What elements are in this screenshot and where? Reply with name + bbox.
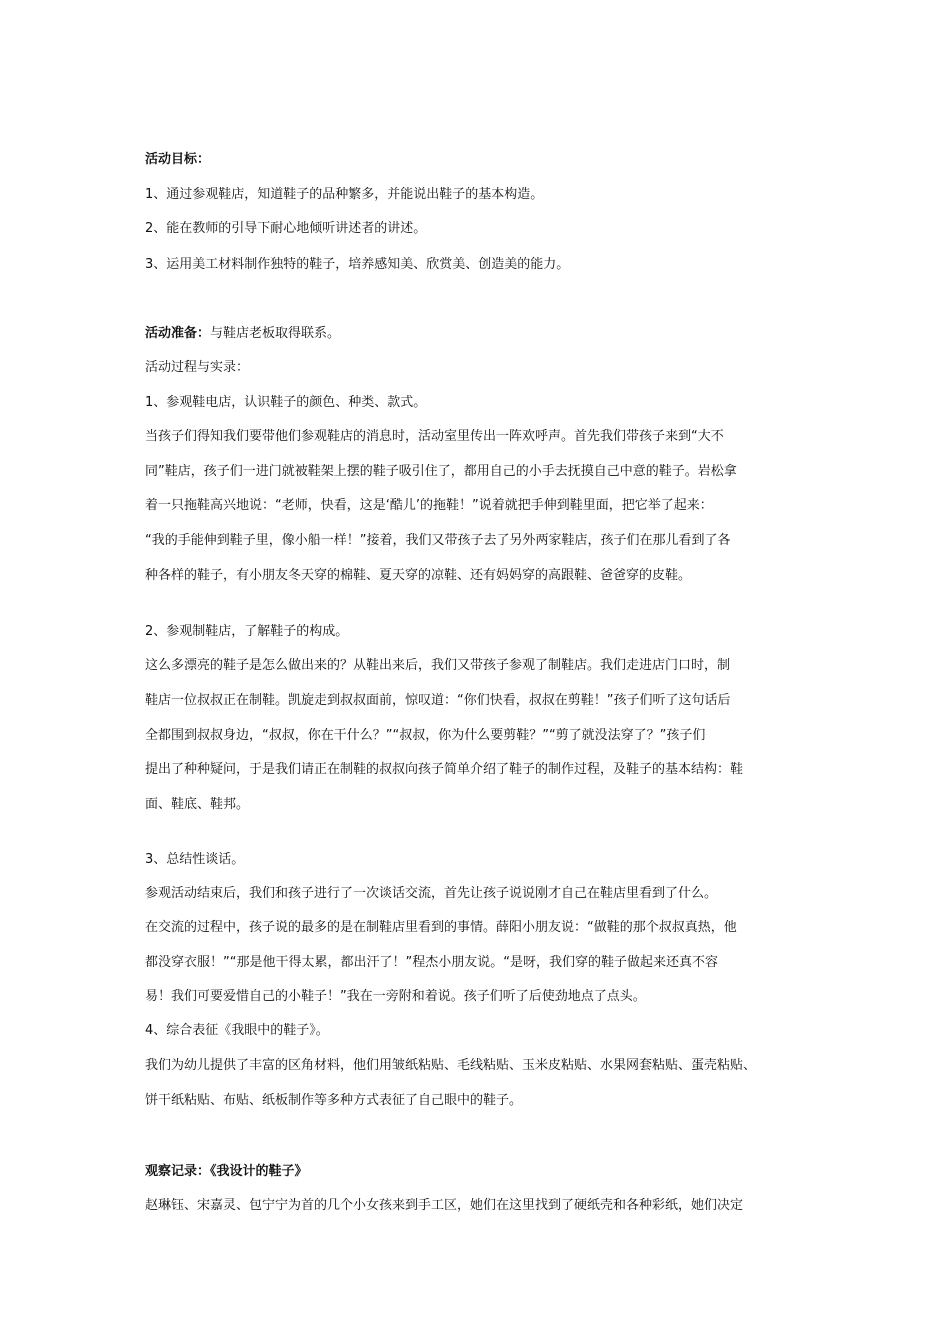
paragraph-line: 在交流的过程中，孩子说的最多的是在制鞋店里看到的事情。薛阳小朋友说：“做鞋的那个叔叔真热，他 [145, 920, 737, 935]
paragraph-line: 易！我们可要爱惜自己的小鞋子！”我在一旁附和着说。孩子们听了后使劲地点了点头。 [145, 989, 646, 1004]
paragraph-line: 参观活动结束后，我们和孩子进行了一次谈话交流，首先让孩子说说刚才自己在鞋店里看到了什么。 [145, 886, 718, 901]
paragraph-line: 面、鞋底、鞋邦。 [145, 797, 250, 812]
paragraph-line: 鞋店一位叔叔正在制鞋。凯旋走到叔叔面前，惊叹道：“你们快看，叔叔在剪鞋！”孩子们听了这句话后 [145, 693, 731, 708]
section-heading-observation: 观察记录：《我设计的鞋子》 [145, 1164, 308, 1179]
paragraph-line: 我们为幼儿提供了丰富的区角材料，他们用皱纸粘贴、毛线粘贴、玉米皮粘贴、水果网套粘贴、蛋壳粘贴、 [145, 1058, 757, 1073]
goal-item-3: 3、运用美工材料制作独特的鞋子，培养感知美、欣赏美、创造美的能力。 [145, 257, 570, 272]
paragraph-line: 当孩子们得知我们要带他们参观鞋店的消息时，活动室里传出一阵欢呼声。首先我们带孩子来到“大不 [145, 429, 724, 444]
section-heading-process: 活动过程与实录： [145, 360, 250, 375]
process-step-4: 4、综合表征《我眼中的鞋子》。 [145, 1023, 329, 1038]
process-step-1: 1、参观鞋电店，认识鞋子的颜色、种类、款式。 [145, 395, 427, 410]
section-heading-preparation: 活动准备： [145, 326, 211, 341]
process-step-2: 2、参观制鞋店，了解鞋子的构成。 [145, 624, 349, 639]
paragraph-line: 赵琳钰、宋嘉灵、包宁宁为首的几个小女孩来到手工区，她们在这里找到了硬纸壳和各种彩纸，她们决定 [145, 1198, 744, 1213]
paragraph-line: 种各样的鞋子，有小朋友冬天穿的棉鞋、夏天穿的凉鞋、还有妈妈穿的高跟鞋、爸爸穿的皮鞋。 [145, 568, 692, 583]
paragraph-line: 都没穿衣服！”“那是他干得太累，都出汗了！”程杰小朋友说。“是呀，我们穿的鞋子做起来还真不容 [145, 955, 718, 970]
goal-item-1: 1、通过参观鞋店，知道鞋子的品种繁多，并能说出鞋子的基本构造。 [145, 187, 544, 202]
paragraph-line: 同”鞋店，孩子们一进门就被鞋架上摆的鞋子吸引住了，都用自己的小手去抚摸自己中意的鞋子。岩松拿 [145, 464, 737, 479]
paragraph-line: 提出了种种疑问，于是我们请正在制鞋的叔叔向孩子简单介绍了鞋子的制作过程，及鞋子的基本结构：鞋 [145, 762, 744, 777]
paragraph-line: 这么多漂亮的鞋子是怎么做出来的？从鞋出来后，我们又带孩子参观了制鞋店。我们走进店门口时，制 [145, 658, 731, 673]
preparation-text: 与鞋店老板取得联系。 [210, 326, 341, 341]
paragraph-line: “我的手能伸到鞋子里，像小船一样！”接着，我们又带孩子去了另外两家鞋店，孩子们在那儿看到了各 [145, 533, 731, 548]
goal-item-2: 2、能在教师的引导下耐心地倾听讲述者的讲述。 [145, 221, 427, 236]
paragraph-line: 饼干纸粘贴、布贴、纸板制作等多种方式表征了自己眼中的鞋子。 [145, 1093, 523, 1108]
process-step-3: 3、总结性谈话。 [145, 852, 245, 867]
paragraph-line: 全都围到叔叔身边，“叔叔，你在干什么？”“叔叔，你为什么要剪鞋？”“剪了就没法穿了？”孩子们 [145, 728, 706, 743]
preparation-line [145, 324, 340, 344]
section-heading-goals: 活动目标： [145, 152, 211, 167]
paragraph-line: 着一只拖鞋高兴地说：“老师，快看，这是‘酷儿’的拖鞋！”说着就把手伸到鞋里面，把它举了起来： [145, 498, 713, 513]
